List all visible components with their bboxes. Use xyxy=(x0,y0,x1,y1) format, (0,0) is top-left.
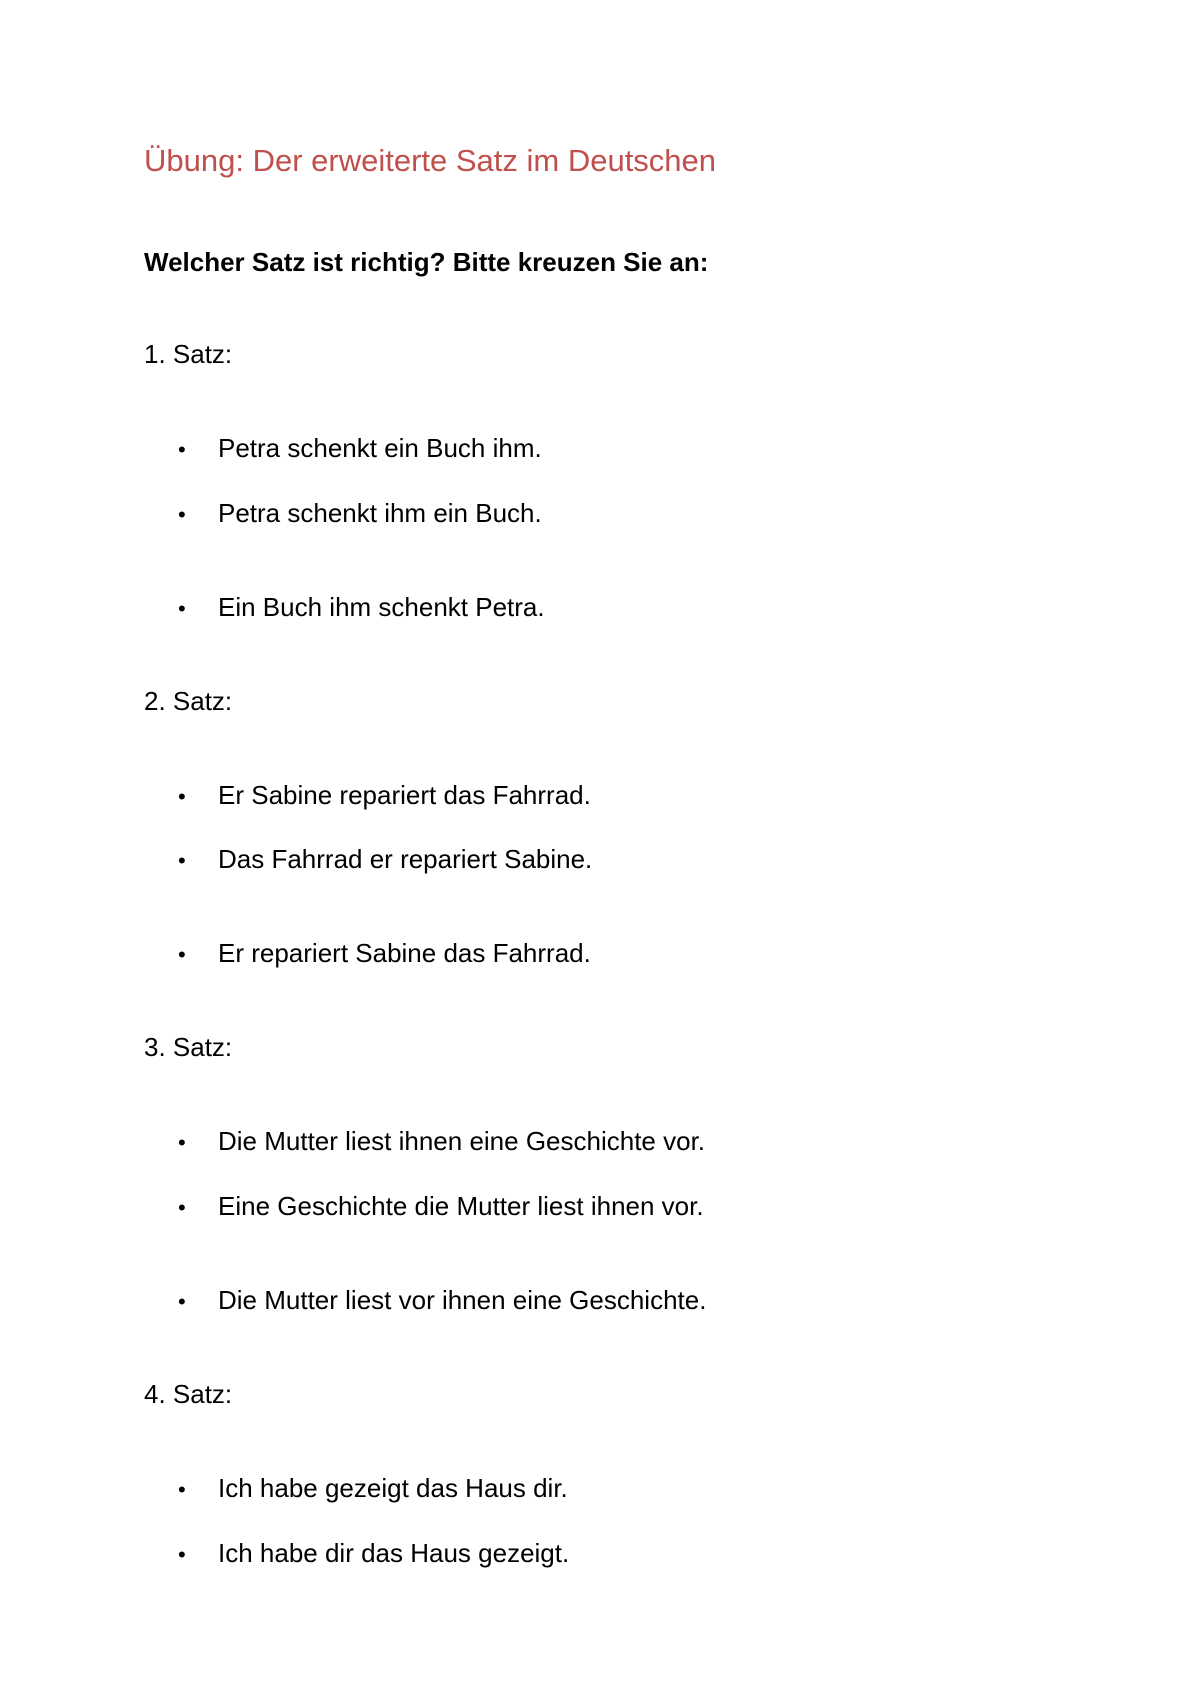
instruction-text: Welcher Satz ist richtig? Bitte kreuzen Sie an: xyxy=(144,247,709,277)
list-item xyxy=(178,591,545,625)
list-item xyxy=(178,497,542,531)
sentence-option: Petra schenkt ihm ein Buch. xyxy=(218,498,542,528)
bullet-icon: • xyxy=(178,1477,186,1502)
bullet-icon: • xyxy=(178,784,186,809)
section-label: 4. Satz: xyxy=(144,1379,233,1409)
list-item xyxy=(178,1537,569,1571)
sentence-option: Die Mutter liest vor ihnen eine Geschichte. xyxy=(218,1285,707,1315)
document-title: Übung: Der erweiterte Satz im Deutschen xyxy=(144,143,717,178)
sentence-option: Das Fahrrad er repariert Sabine. xyxy=(218,844,593,874)
list-item xyxy=(178,843,592,877)
bullet-icon: • xyxy=(178,596,186,621)
bullet-icon: • xyxy=(178,1542,186,1567)
bullet-icon: • xyxy=(178,1195,186,1220)
list-item xyxy=(178,937,591,971)
section-label: 2. Satz: xyxy=(144,686,233,716)
list-item xyxy=(178,1472,568,1506)
bullet-icon: • xyxy=(178,1289,186,1314)
list-item xyxy=(178,779,591,813)
bullet-icon: • xyxy=(178,437,186,462)
list-item xyxy=(178,1125,705,1159)
sentence-option: Petra schenkt ein Buch ihm. xyxy=(218,433,542,463)
bullet-icon: • xyxy=(178,1130,186,1155)
sentence-option: Er Sabine repariert das Fahrrad. xyxy=(218,780,591,810)
sentence-option: Ich habe dir das Haus gezeigt. xyxy=(218,1538,570,1568)
sentence-option: Eine Geschichte die Mutter liest ihnen vor. xyxy=(218,1191,704,1221)
section-label: 3. Satz: xyxy=(144,1032,233,1062)
list-item xyxy=(178,1284,706,1318)
bullet-icon: • xyxy=(178,942,186,967)
sentence-option: Die Mutter liest ihnen eine Geschichte vor. xyxy=(218,1126,706,1156)
sentence-option: Er repariert Sabine das Fahrrad. xyxy=(218,938,591,968)
list-item xyxy=(178,1190,704,1224)
bullet-icon: • xyxy=(178,502,186,527)
bullet-icon: • xyxy=(178,848,186,873)
sentence-option: Ich habe gezeigt das Haus dir. xyxy=(218,1473,568,1503)
sentence-option: Ein Buch ihm schenkt Petra. xyxy=(218,592,545,622)
section-label: 1. Satz: xyxy=(144,339,233,369)
list-item xyxy=(178,432,542,466)
